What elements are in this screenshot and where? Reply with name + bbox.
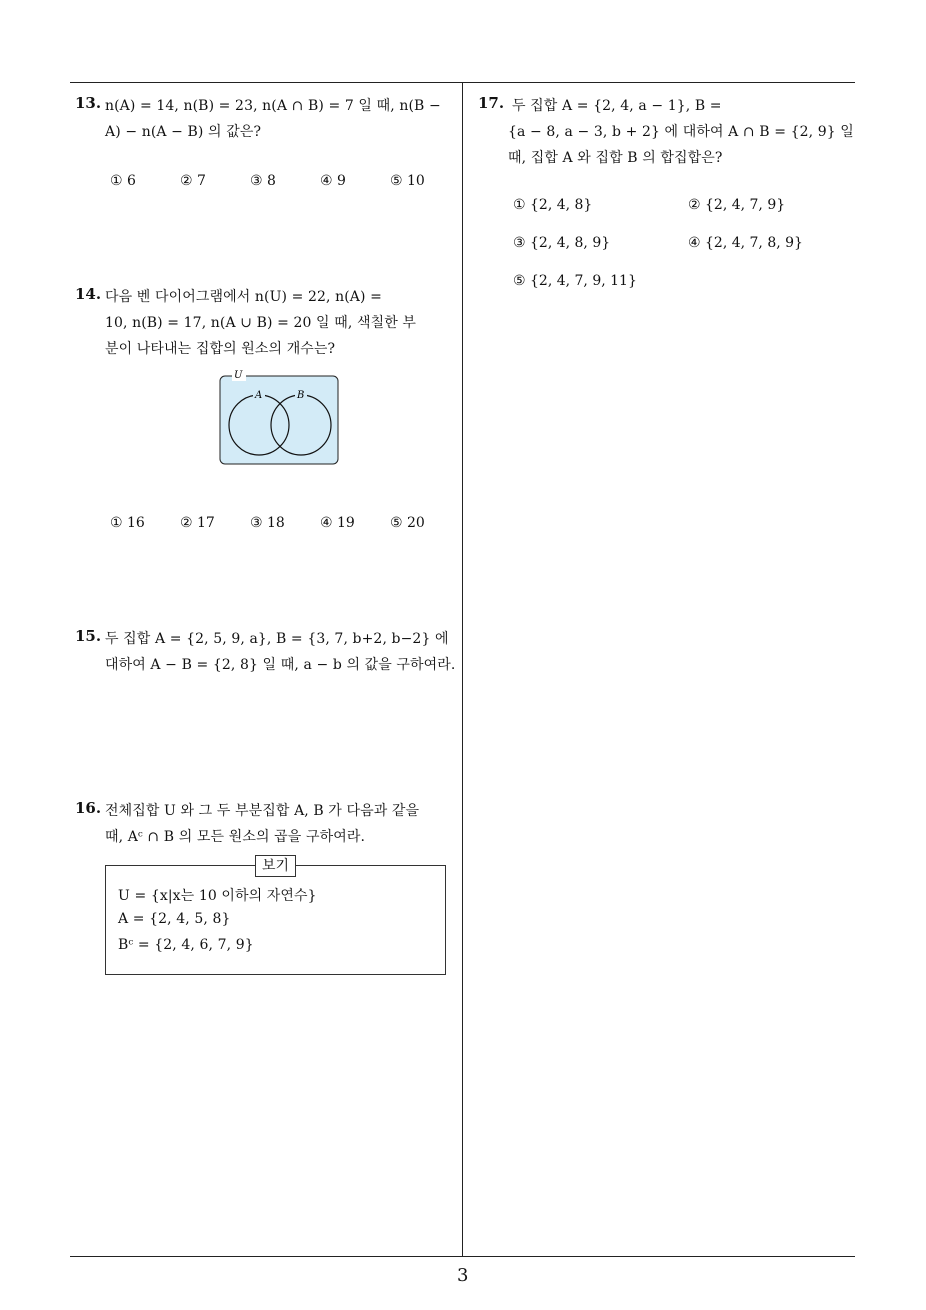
answer-choice-2[interactable]: ② 17 [180,515,215,531]
answer-choice-4[interactable]: ④ 19 [320,515,355,531]
question-text-line: 전체집합 U 와 그 두 부분집합 A, B 가 다음과 같을 [105,803,420,819]
question-text-line: 다음 벤 다이어그램에서 n(U) = 22, n(A) = [105,289,382,305]
example-line: U = {x|x는 10 이하의 자연수} [118,888,317,904]
answer-choice-1[interactable]: ① 16 [110,515,145,531]
set-b-label: B [297,390,305,401]
universal-set-label: U [234,370,243,381]
column-divider [462,82,463,1257]
question-number: 13. [75,94,102,112]
question-text-line: 대하여 A − B = {2, 8} 일 때, a − b 의 값을 구하여라. [105,657,456,673]
question-number: 17. [478,94,505,112]
example-box-label: 보기 [255,855,296,877]
answer-choice-4[interactable]: ④ {2, 4, 7, 8, 9} [688,235,803,251]
example-line: A = {2, 4, 5, 8} [118,911,231,927]
question-number: 14. [75,285,102,303]
answer-choice-1[interactable]: ① 6 [110,173,136,189]
universal-set-rect [220,376,338,464]
answer-choice-3[interactable]: ③ {2, 4, 8, 9} [513,235,611,251]
page-number: 3 [457,1265,469,1286]
answer-choice-5[interactable]: ⑤ {2, 4, 7, 9, 11} [513,273,637,289]
answer-choice-3[interactable]: ③ 18 [250,515,285,531]
question-number: 15. [75,627,102,645]
answer-choice-2[interactable]: ② {2, 4, 7, 9} [688,197,786,213]
bottom-rule [70,1256,855,1257]
question-text-line: {a − 8, a − 3, b + 2} 에 대하여 A ∩ B = {2, 9} 일 [508,124,854,140]
answer-choice-4[interactable]: ④ 9 [320,173,346,189]
question-text-line: A) − n(A − B) 의 값은? [105,124,262,140]
question-number: 16. [75,799,102,817]
question-text-line: 때, Aᶜ ∩ B 의 모든 원소의 곱을 구하여라. [105,829,365,845]
set-a-label: A [255,390,263,401]
answer-choice-5[interactable]: ⑤ 10 [390,173,425,189]
question-text-line: 분이 나타내는 집합의 원소의 개수는? [105,341,336,357]
question-text-line: 두 집합 A = {2, 4, a − 1}, B = [512,98,722,114]
example-line: Bᶜ = {2, 4, 6, 7, 9} [118,937,254,953]
venn-diagram [218,368,342,466]
question-text-line: 때, 집합 A 와 집합 B 의 합집합은? [508,150,723,166]
question-text-line: 두 집합 A = {2, 5, 9, a}, B = {3, 7, b+2, b−2} 에 [105,631,449,647]
answer-choice-2[interactable]: ② 7 [180,173,206,189]
answer-choice-5[interactable]: ⑤ 20 [390,515,425,531]
question-text-line: n(A) = 14, n(B) = 23, n(A ∩ B) = 7 일 때, n(B − [105,98,441,114]
answer-choice-1[interactable]: ① {2, 4, 8} [513,197,593,213]
question-text-line: 10, n(B) = 17, n(A ∪ B) = 20 일 때, 색칠한 부 [105,315,416,331]
answer-choice-3[interactable]: ③ 8 [250,173,276,189]
